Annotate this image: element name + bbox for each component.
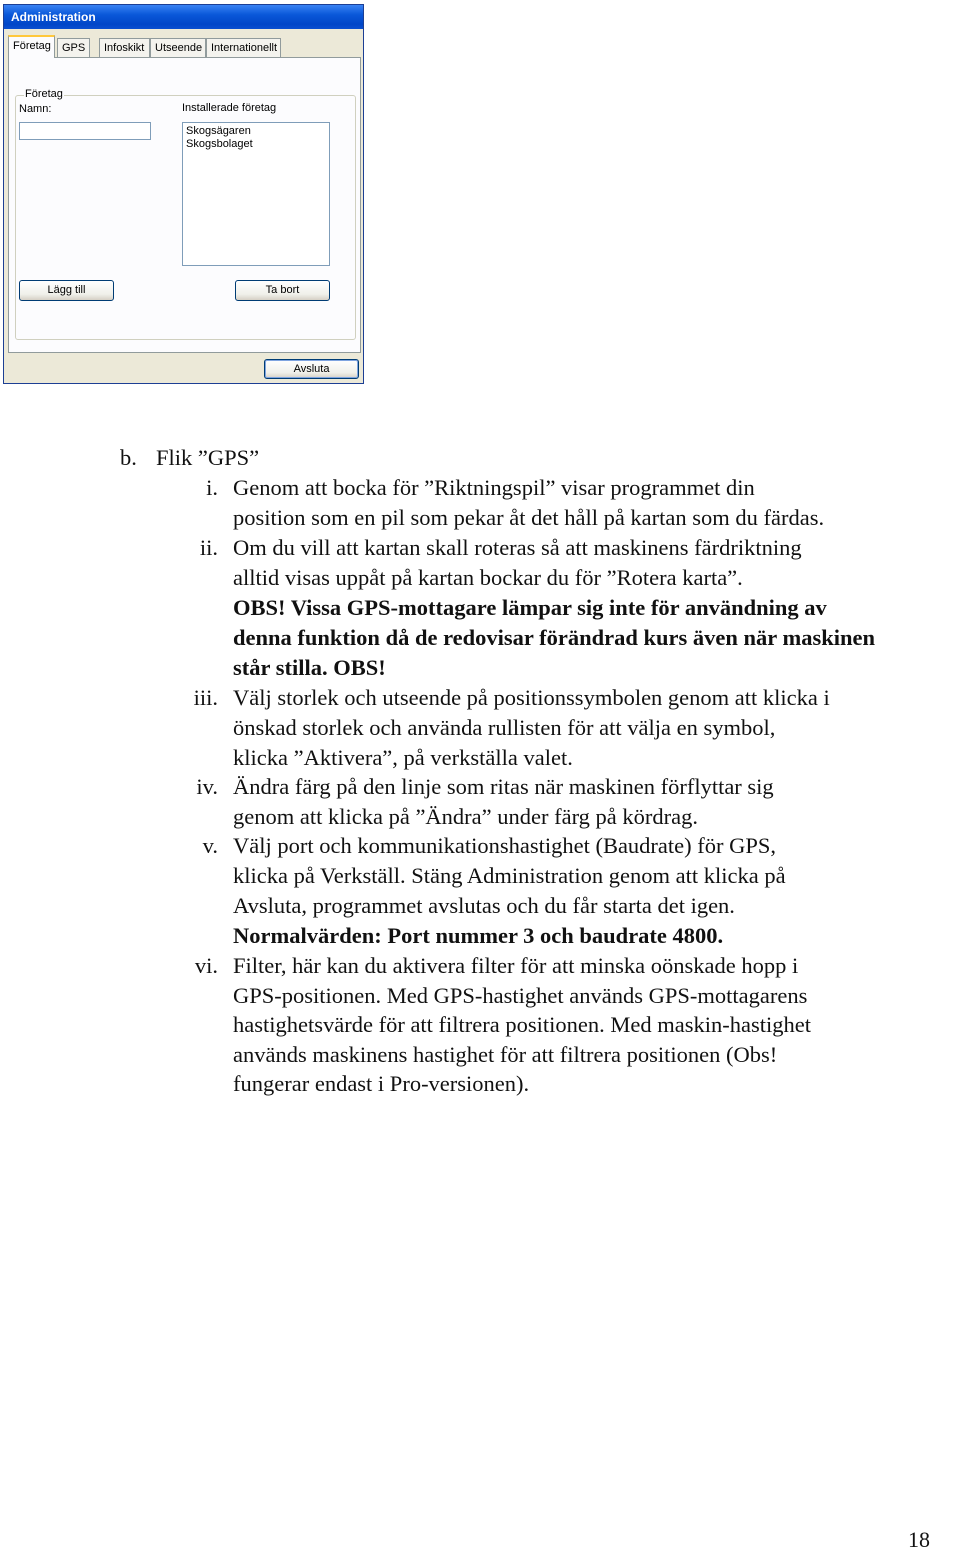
page-number: 18 [908, 1527, 930, 1552]
item-line: önskad storlek och använda rullisten för att välja en symbol, [233, 715, 776, 740]
item-line: Om du vill att kartan skall roteras så att maskinens färdriktning [233, 535, 802, 560]
item-line: Välj port och kommunikationshastighet (Baudrate) för GPS, [233, 833, 777, 858]
item-line: används maskinens hastighet för att filtrera positionen (Obs! [233, 1042, 778, 1067]
tab-utseende[interactable]: Utseende [150, 38, 206, 57]
item-line: alltid visas uppåt på kartan bockar du för ”Rotera karta”. [233, 565, 743, 590]
groupbox-title: Företag [25, 88, 63, 100]
item-line: Ändra färg på den linje som ritas när maskinen förflyttar sig [233, 774, 774, 799]
remove-button[interactable]: Ta bort [235, 280, 330, 301]
item-line: position som en pil som pekar åt det håll på kartan som du färdas. [233, 505, 825, 530]
tab-infoskikt[interactable]: Infoskikt [99, 38, 150, 57]
name-input[interactable] [19, 122, 151, 140]
item-bold-line: står stilla. OBS! [233, 655, 386, 680]
item-marker: vi. [194, 953, 218, 978]
administration-dialog [3, 4, 364, 384]
section-title: Flik ”GPS” [156, 445, 260, 470]
list-item[interactable]: Skogsbolaget [186, 138, 253, 150]
item-line: klicka på Verkställ. Stäng Administration genom att klicka på [233, 863, 786, 888]
item-line: Avsluta, programmet avslutas och du får starta det igen. [233, 893, 735, 918]
item-marker: i. [206, 475, 218, 500]
tab-internationellt[interactable]: Internationellt [206, 38, 281, 57]
name-label: Namn: [19, 103, 52, 115]
item-bold-line: Normalvärden: Port nummer 3 och baudrate 4800. [233, 923, 724, 948]
add-button[interactable]: Lägg till [19, 280, 114, 301]
dialog-title: Administration [4, 5, 363, 29]
item-line: genom att klicka på ”Ändra” under färg på kördrag. [233, 804, 699, 829]
installed-companies-list[interactable] [182, 122, 330, 266]
item-bold-line: OBS! Vissa GPS-mottagare lämpar sig inte för användning av [233, 595, 827, 620]
item-line: GPS-positionen. Med GPS-hastighet används GPS-mottagarens [233, 983, 808, 1008]
exit-button[interactable]: Avsluta [264, 359, 359, 379]
tab-panel-foretag [8, 57, 361, 353]
item-line: hastighetsvärde för att filtrera positionen. Med maskin-hastighet [233, 1012, 811, 1037]
item-line: Välj storlek och utseende på positionssymbolen genom att klicka i [233, 685, 830, 710]
section-marker: b. [120, 445, 137, 470]
item-line: Genom att bocka för ”Riktningspil” visar programmet din [233, 475, 755, 500]
item-marker: iii. [193, 685, 218, 710]
item-line: klicka ”Aktivera”, på verkställa valet. [233, 745, 573, 770]
list-item[interactable]: Skogsägaren [186, 125, 251, 137]
installed-label: Installerade företag [182, 102, 277, 114]
item-line: Filter, här kan du aktivera filter för att minska oönskade hopp i [233, 953, 799, 978]
item-marker: iv. [196, 774, 218, 799]
item-line: fungerar endast i Pro-versionen). [233, 1071, 530, 1096]
tab-gps[interactable]: GPS [57, 38, 90, 57]
item-marker: ii. [199, 535, 218, 560]
tab-foretag[interactable]: Företag [8, 35, 55, 58]
item-bold-line: denna funktion då de redovisar förändrad kurs även när maskinen [233, 625, 876, 650]
item-marker: v. [202, 833, 218, 858]
